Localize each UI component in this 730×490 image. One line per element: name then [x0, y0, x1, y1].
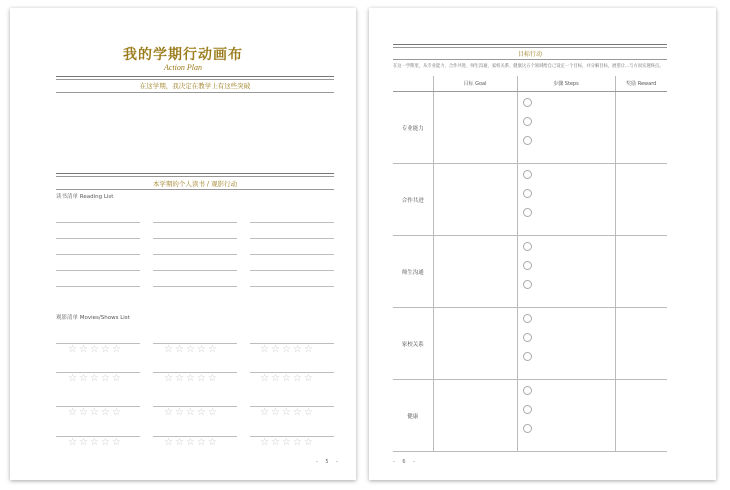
- reading-line[interactable]: [56, 286, 140, 287]
- star-rating[interactable]: ☆☆☆☆☆: [68, 437, 123, 448]
- step-checkbox[interactable]: [523, 333, 532, 342]
- divider: [56, 173, 334, 174]
- section-heading-goal-action: 目标行动: [517, 51, 542, 58]
- goal-cell[interactable]: [433, 380, 517, 452]
- reading-line[interactable]: [56, 254, 140, 255]
- row-label: 师生沟通: [393, 236, 433, 308]
- column-header: [393, 76, 433, 92]
- step-checkbox[interactable]: [523, 136, 532, 145]
- reading-line[interactable]: [153, 238, 237, 239]
- reading-line[interactable]: [56, 238, 140, 239]
- left-page: [10, 8, 356, 480]
- steps-cell: [517, 164, 615, 236]
- page-subtitle: Action Plan: [164, 63, 202, 72]
- step-checkbox[interactable]: [523, 352, 532, 361]
- reading-line[interactable]: [153, 254, 237, 255]
- star-rating[interactable]: ☆☆☆☆☆: [68, 373, 123, 384]
- movies-list-label: 观影清单 Movies/Shows List: [56, 315, 130, 321]
- reward-cell[interactable]: [615, 380, 667, 452]
- divider: [56, 176, 334, 177]
- divider: [56, 79, 334, 80]
- step-checkbox[interactable]: [523, 280, 532, 289]
- goal-cell[interactable]: [433, 164, 517, 236]
- reward-cell[interactable]: [615, 92, 667, 164]
- reading-line[interactable]: [153, 286, 237, 287]
- step-checkbox[interactable]: [523, 386, 532, 395]
- step-checkbox[interactable]: [523, 424, 532, 433]
- column-header-steps: 步骤 Steps: [517, 76, 615, 92]
- star-rating[interactable]: ☆☆☆☆☆: [260, 344, 315, 355]
- table-row: [393, 308, 667, 380]
- step-checkbox[interactable]: [523, 261, 532, 270]
- page-title: 我的学期行动画布: [123, 47, 243, 63]
- reading-list-label: 读书清单 Reading List: [56, 194, 114, 200]
- row-label: 合作共进: [393, 164, 433, 236]
- step-checkbox[interactable]: [523, 98, 532, 107]
- goal-cell[interactable]: [433, 236, 517, 308]
- row-label: 健康: [393, 380, 433, 452]
- reading-line[interactable]: [250, 238, 334, 239]
- reading-line[interactable]: [56, 222, 140, 223]
- reading-line[interactable]: [153, 222, 237, 223]
- star-rating[interactable]: ☆☆☆☆☆: [164, 373, 219, 384]
- star-rating[interactable]: ☆☆☆☆☆: [164, 407, 219, 418]
- reward-cell[interactable]: [615, 308, 667, 380]
- section-heading-reading-watching: 本学期的个人读书 / 观影行动: [152, 180, 238, 188]
- column-header-reward: 奖励 Reward: [615, 76, 667, 92]
- star-rating[interactable]: ☆☆☆☆☆: [164, 437, 219, 448]
- divider: [393, 44, 667, 45]
- steps-cell: [517, 308, 615, 380]
- divider: [56, 76, 334, 77]
- step-checkbox[interactable]: [523, 208, 532, 217]
- reading-line[interactable]: [250, 286, 334, 287]
- star-rating[interactable]: ☆☆☆☆☆: [68, 407, 123, 418]
- divider: [56, 92, 334, 93]
- right-page: [369, 8, 716, 480]
- step-checkbox[interactable]: [523, 189, 532, 198]
- divider: [393, 59, 667, 60]
- table-row: [393, 92, 667, 164]
- goal-cell[interactable]: [433, 92, 517, 164]
- table-row: [393, 236, 667, 308]
- step-checkbox[interactable]: [523, 117, 532, 126]
- reading-line[interactable]: [250, 254, 334, 255]
- divider: [393, 47, 667, 48]
- column-header-goal: 目标 Goal: [433, 76, 517, 92]
- reading-line[interactable]: [250, 222, 334, 223]
- goal-cell[interactable]: [433, 308, 517, 380]
- row-label: 家校关系: [393, 308, 433, 380]
- section-heading-breakthrough: 在这学期，我决定在教学上有这些突破: [139, 82, 251, 90]
- star-rating[interactable]: ☆☆☆☆☆: [68, 344, 123, 355]
- reward-cell[interactable]: [615, 236, 667, 308]
- table-header-row: [393, 76, 667, 92]
- steps-cell: [517, 236, 615, 308]
- step-checkbox[interactable]: [523, 405, 532, 414]
- reading-line[interactable]: [153, 270, 237, 271]
- reading-line[interactable]: [250, 270, 334, 271]
- star-rating[interactable]: ☆☆☆☆☆: [164, 344, 219, 355]
- star-rating[interactable]: ☆☆☆☆☆: [260, 407, 315, 418]
- page-number: - 6 -: [393, 459, 418, 465]
- star-rating[interactable]: ☆☆☆☆☆: [260, 437, 315, 448]
- goal-table: [393, 76, 667, 452]
- page-number: - 5 -: [316, 459, 341, 465]
- row-label: 专业能力: [393, 92, 433, 164]
- step-checkbox[interactable]: [523, 242, 532, 251]
- divider: [56, 189, 334, 190]
- instructions-text: 在这一学期里，从专业能力、合作共进、师生沟通、家校关系、健康这五个领域给自己设定一个目标，并分解目标，展望让...与方而实现终点。: [393, 64, 664, 69]
- steps-cell: [517, 92, 615, 164]
- step-checkbox[interactable]: [523, 170, 532, 179]
- steps-cell: [517, 380, 615, 452]
- reward-cell[interactable]: [615, 164, 667, 236]
- table-row: [393, 380, 667, 452]
- star-rating[interactable]: ☆☆☆☆☆: [260, 373, 315, 384]
- table-row: [393, 164, 667, 236]
- step-checkbox[interactable]: [523, 314, 532, 323]
- reading-line[interactable]: [56, 270, 140, 271]
